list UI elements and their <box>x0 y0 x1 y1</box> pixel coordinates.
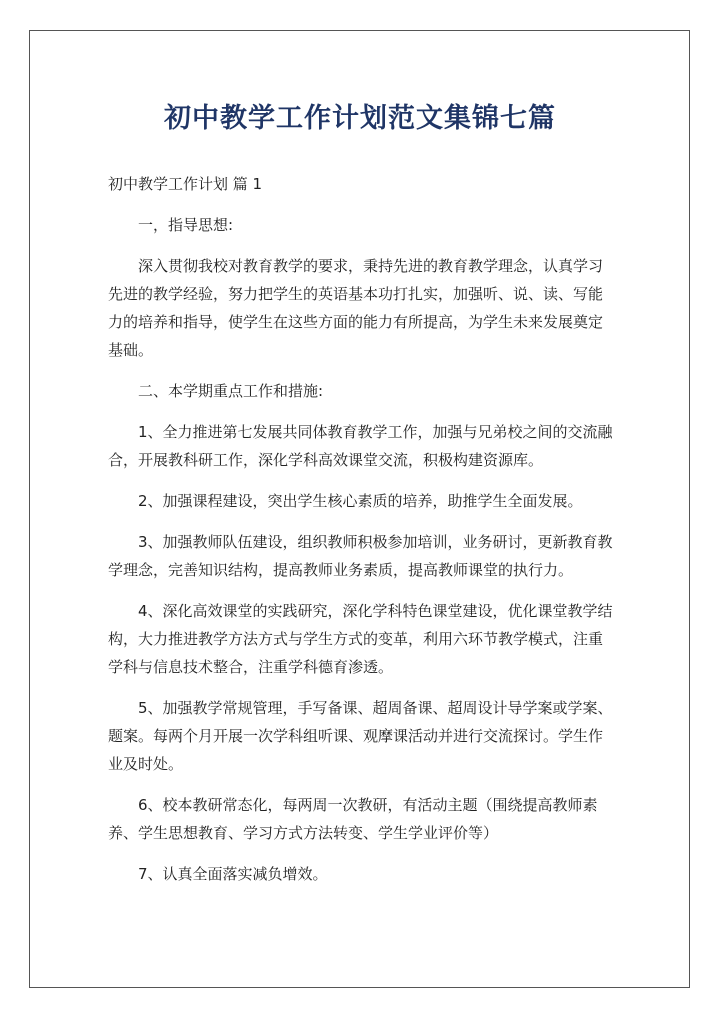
list-item: 4、深化高效课堂的实践研究，深化学科特色课堂建设，优化课堂教学结构，大力推进教学方法方式与学生方式的变革，利用六环节教学模式，注重学科与信息技术整合，注重学科德育渗透。 <box>108 602 613 676</box>
list-item: 7、认真全面落实减负增效。 <box>138 865 328 883</box>
heading-key-work: 二、本学期重点工作和措施: <box>138 382 324 400</box>
heading-guiding-ideology: 一，指导思想: <box>138 216 234 234</box>
document-title: 初中教学工作计划范文集锦七篇 <box>164 103 556 134</box>
paragraph: 深入贯彻我校对教育教学的要求，秉持先进的教育教学理念，认真学习先进的教学经验，努力把学生的英语基本功打扎实，加强听、说、读、写能力的培养和指导，使学生在这些方面的能力有所提高，为学生未来发展奠定基础。 <box>108 257 604 359</box>
list-item: 2、加强课程建设，突出学生核心素质的培养，助推学生全面发展。 <box>138 492 583 510</box>
list-item: 5、加强教学常规管理，手写备课、超周备课、超周设计导学案或学案、题案。每两个月开展一次学科组听课、观摩课活动并进行交流探讨。学生作业及时处。 <box>108 699 613 773</box>
list-item: 1、全力推进第七发展共同体教育教学工作，加强与兄弟校之间的交流融合，开展教科研工作，深化学科高效课堂交流，积极构建资源库。 <box>108 423 613 469</box>
section-heading: 初中教学工作计划 篇 1 <box>108 175 263 193</box>
document-body <box>108 170 614 901</box>
list-item: 3、加强教师队伍建设，组织教师积极参加培训，业务研讨，更新教育教学理念，完善知识结构，提高教师业务素质，提高教师课堂的执行力。 <box>108 533 613 579</box>
list-item: 6、校本教研常态化，每两周一次教研，有活动主题（围绕提高教师素养、学生思想教育、学习方式方法转变、学生学业评价等） <box>108 796 598 842</box>
